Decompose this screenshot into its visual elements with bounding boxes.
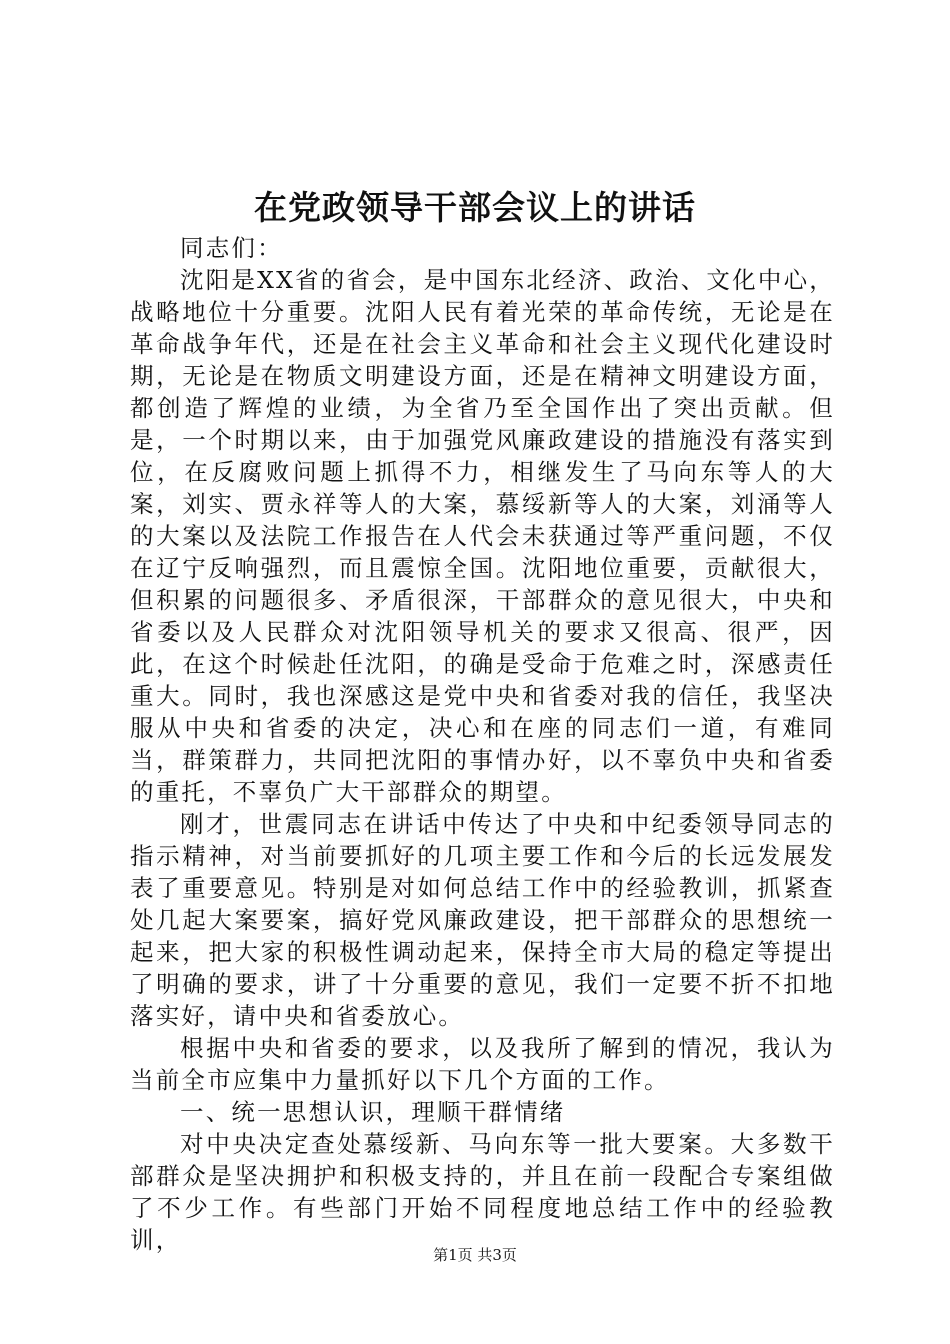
- body-paragraph: 刚才，世震同志在讲话中传达了中央和中纪委领导同志的指示精神，对当前要抓好的几项主要工作和今后的长远发展发表了重要意见。特别是对如何总结工作中的经验教训，抓紧查处几起大案要案，搞好党风廉政建设，把干部群众的思想统一起来，把大家的积极性调动起来，保持全市大局的稳定等提出了明确的要求，讲了十分重要的意见，我们一定要不折不扣地落实好，请中央和省委放心。: [130, 810, 835, 1030]
- body-paragraph: 沈阳是XX省的省会，是中国东北经济、政治、文化中心，战略地位十分重要。沈阳人民有着光荣的革命传统，无论是在革命战争年代，还是在社会主义革命和社会主义现代化建设时期，无论是在物质文明建设方面，还是在精神文明建设方面，都创造了辉煌的业绩，为全省乃至全国作出了突出贡献。但是，一个时期以来，由于加强党风廉政建设的措施没有落实到位，在反腐败问题上抓得不力，相继发生了马向东等人的大案，刘实、贾永祥等人的大案，慕绥新等人的大案，刘涌等人的大案以及法院工作报告在人代会未获通过等严重问题，不仅在辽宁反响强烈，而且震惊全国。沈阳地位重要，贡献很大，但积累的问题很多、矛盾很深，干部群众的意见很大，中央和省委以及人民群众对沈阳领导机关的要求又很高、很严，因此，在这个时候赴任沈阳，的确是受命于危难之时，深感责任重大。同时，我也深感这是党中央和省委对我的信任，我坚决服从中央和省委的决定，决心和在座的同志们一道，有难同当，群策群力，共同把沈阳的事情办好，以不辜负中央和省委的重托，不辜负广大干部群众的期望。: [130, 266, 835, 806]
- section-heading: 一、统一思想认识，理顺干群情绪: [180, 1098, 566, 1126]
- document-body: [130, 232, 835, 1256]
- salutation-paragraph: 同志们：: [180, 234, 283, 262]
- page-footer: 第1页 共3页: [433, 1246, 517, 1264]
- body-paragraph: 根据中央和省委的要求，以及我所了解到的情况，我认为当前全市应集中力量抓好以下几个方面的工作。: [130, 1034, 835, 1094]
- document-title: 在党政领导干部会议上的讲话: [254, 188, 696, 227]
- body-paragraph: 对中央决定查处慕绥新、马向东等一批大要案。大多数干部群众是坚决拥护和积极支持的，并且在前一段配合专案组做了不少工作。有些部门开始不同程度地总结工作中的经验教训，: [130, 1130, 835, 1254]
